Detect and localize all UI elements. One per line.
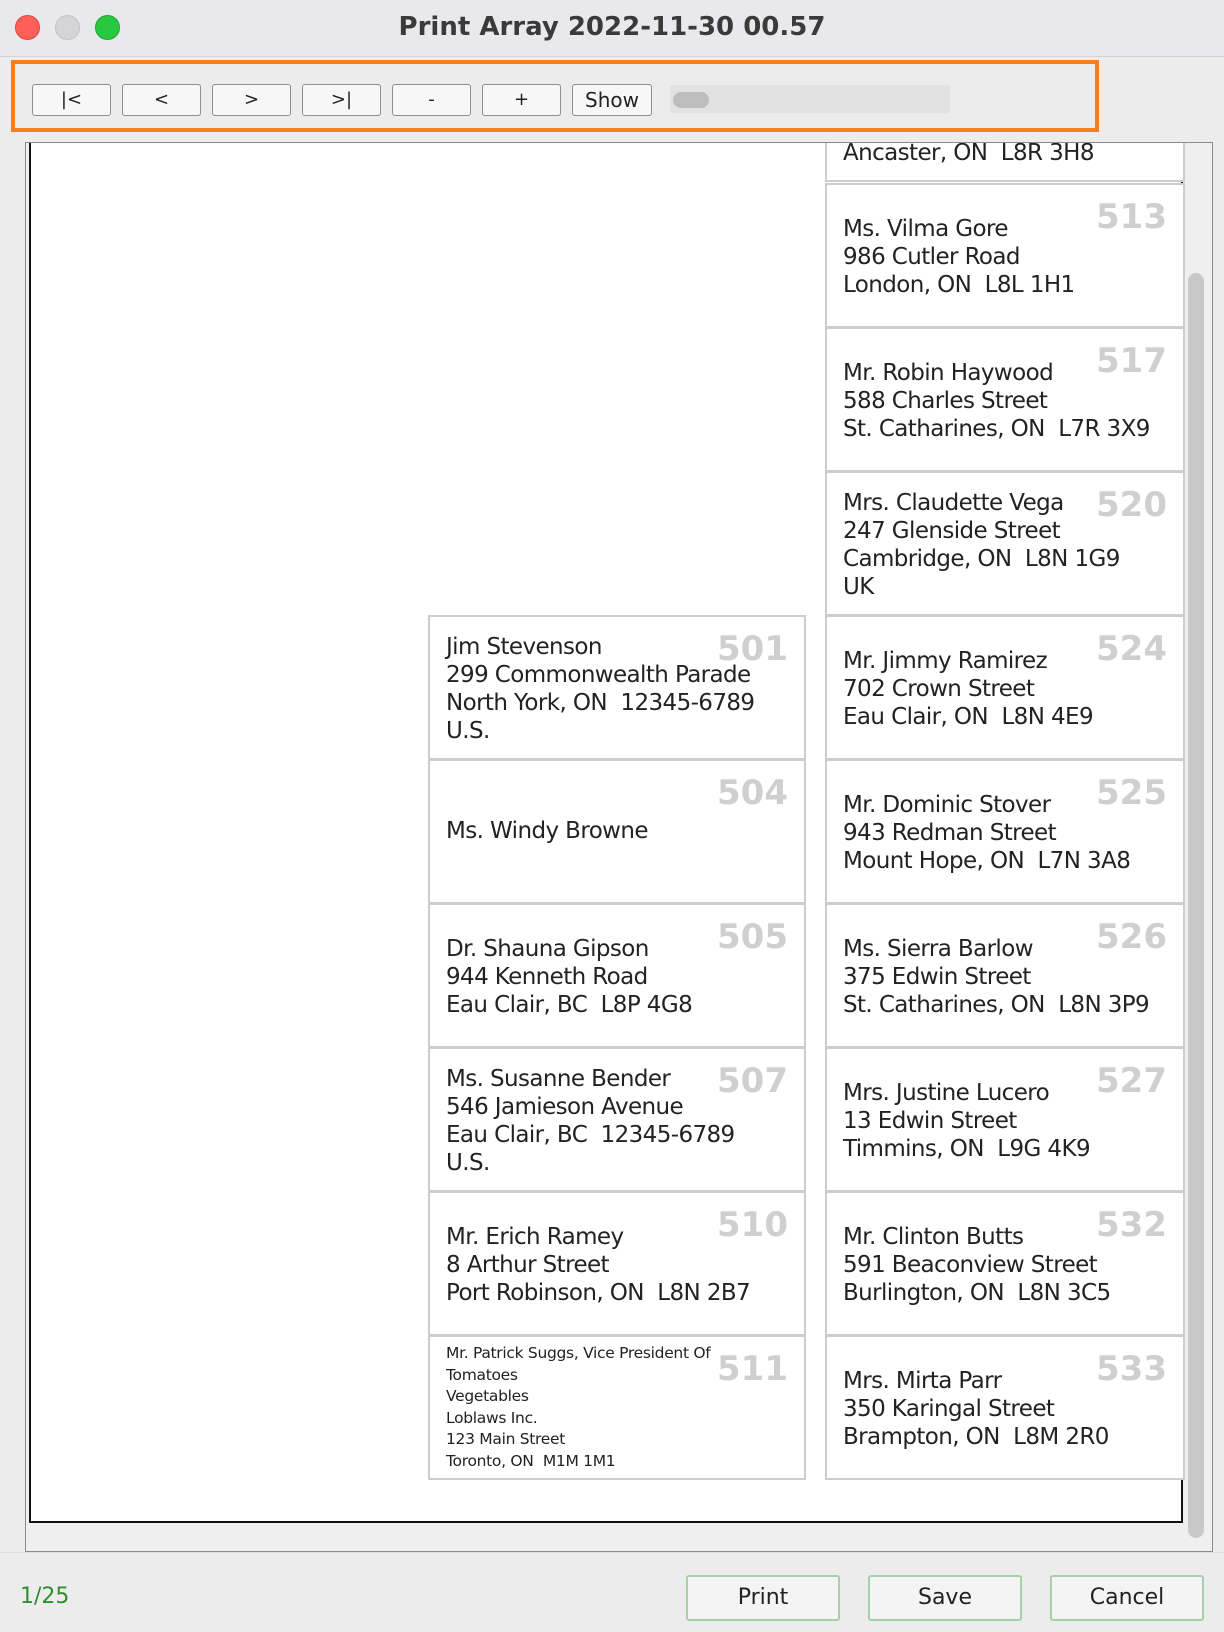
label-text: Mr. Dominic Stover 943 Redman Street Mount Hope, ON L7N 3A8 xyxy=(843,792,1131,874)
label-text: Mr. Erich Ramey 8 Arthur Street Port Robinson, ON L8N 2B7 xyxy=(446,1224,751,1306)
address-label-510 xyxy=(428,1191,806,1336)
label-text: Mr. Patrick Suggs, Vice President Of Tomatoes Vegetables Loblaws Inc. 123 Main Street Toronto, ON M1M 1M1 xyxy=(446,1344,711,1470)
address-label-533 xyxy=(825,1335,1185,1480)
label-text: Ms. Susanne Bender 546 Jamieson Avenue Eau Clair, BC 12345-6789 U.S. xyxy=(446,1066,735,1176)
save-button[interactable]: Save xyxy=(868,1575,1022,1621)
page-slider-thumb[interactable] xyxy=(673,92,709,108)
label-number: 501 xyxy=(717,629,788,669)
label-number: 504 xyxy=(717,773,788,813)
address-label-524 xyxy=(825,615,1185,760)
label-number: 511 xyxy=(717,1349,788,1389)
cancel-button[interactable]: Cancel xyxy=(1050,1575,1204,1621)
label-number: 510 xyxy=(717,1205,788,1245)
label-number: 505 xyxy=(717,917,788,957)
label-text: Mrs. Claudette Vega 247 Glenside Street Cambridge, ON L8N 1G9 UK xyxy=(843,490,1120,600)
address-label-527 xyxy=(825,1047,1185,1192)
label-number: 533 xyxy=(1096,1349,1167,1389)
title-bar xyxy=(0,0,1224,57)
window-title: Print Array 2022-11-30 00.57 xyxy=(398,12,826,42)
label-text: Mrs. Mirta Parr 350 Karingal Street Brampton, ON L8M 2R0 xyxy=(843,1368,1109,1450)
footer-divider xyxy=(0,1552,1224,1553)
label-text: Ms. Vilma Gore 986 Cutler Road London, ON L8L 1H1 xyxy=(843,216,1075,298)
label-number: 527 xyxy=(1096,1061,1167,1101)
label-text: Mr. Clinton Butts 591 Beaconview Street Burlington, ON L8N 3C5 xyxy=(843,1224,1111,1306)
previous-page-button[interactable]: < xyxy=(122,84,201,116)
address-label-513 xyxy=(825,183,1185,328)
label-text: Ms. Sierra Barlow 375 Edwin Street St. Catharines, ON L8N 3P9 xyxy=(843,936,1150,1018)
label-number: 526 xyxy=(1096,917,1167,957)
label-number: 507 xyxy=(717,1061,788,1101)
address-label-526 xyxy=(825,903,1185,1048)
label-number: 525 xyxy=(1096,773,1167,813)
label-text: Jim Stevenson 299 Commonwealth Parade North York, ON 12345-6789 U.S. xyxy=(446,634,755,744)
print-button[interactable]: Print xyxy=(686,1575,840,1621)
page-indicator: 1/25 xyxy=(20,1584,70,1609)
label-text: Mr. Robin Haywood 588 Charles Street St. Catharines, ON L7R 3X9 xyxy=(843,360,1150,442)
address-label-532 xyxy=(825,1191,1185,1336)
address-label-511 xyxy=(428,1335,806,1480)
address-label-507 xyxy=(428,1047,806,1192)
print-preview-area xyxy=(25,142,1213,1552)
label-number: 520 xyxy=(1096,485,1167,525)
zoom-in-button[interactable]: + xyxy=(482,84,561,116)
address-label-504 xyxy=(428,759,806,904)
address-label-525 xyxy=(825,759,1185,904)
label-text: Mr. Jimmy Ramirez 702 Crown Street Eau Clair, ON L8N 4E9 xyxy=(843,648,1094,730)
label-text: Mrs. Justine Lucero 13 Edwin Street Timmins, ON L9G 4K9 xyxy=(843,1080,1090,1162)
label-number: 517 xyxy=(1096,341,1167,381)
preview-page xyxy=(29,142,1183,1523)
label-number: 513 xyxy=(1096,197,1167,237)
last-page-button[interactable]: >| xyxy=(302,84,381,116)
address-label-520 xyxy=(825,471,1185,616)
label-text: Ms. Windy Browne xyxy=(446,818,648,844)
label-text: Dr. Shauna Gipson 944 Kenneth Road Eau Clair, BC L8P 4G8 xyxy=(446,936,693,1018)
zoom-out-button[interactable]: - xyxy=(392,84,471,116)
address-label-partial xyxy=(825,142,1185,182)
next-page-button[interactable]: > xyxy=(212,84,291,116)
vertical-scrollbar[interactable] xyxy=(1188,273,1204,1538)
label-number: 532 xyxy=(1096,1205,1167,1245)
address-label-501 xyxy=(428,615,806,760)
label-text: Ancaster, ON L8R 3H8 xyxy=(843,142,1094,166)
address-label-517 xyxy=(825,327,1185,472)
show-button[interactable]: Show xyxy=(572,84,652,116)
page-slider[interactable] xyxy=(670,85,950,113)
label-number: 524 xyxy=(1096,629,1167,669)
first-page-button[interactable]: |< xyxy=(32,84,111,116)
address-label-505 xyxy=(428,903,806,1048)
